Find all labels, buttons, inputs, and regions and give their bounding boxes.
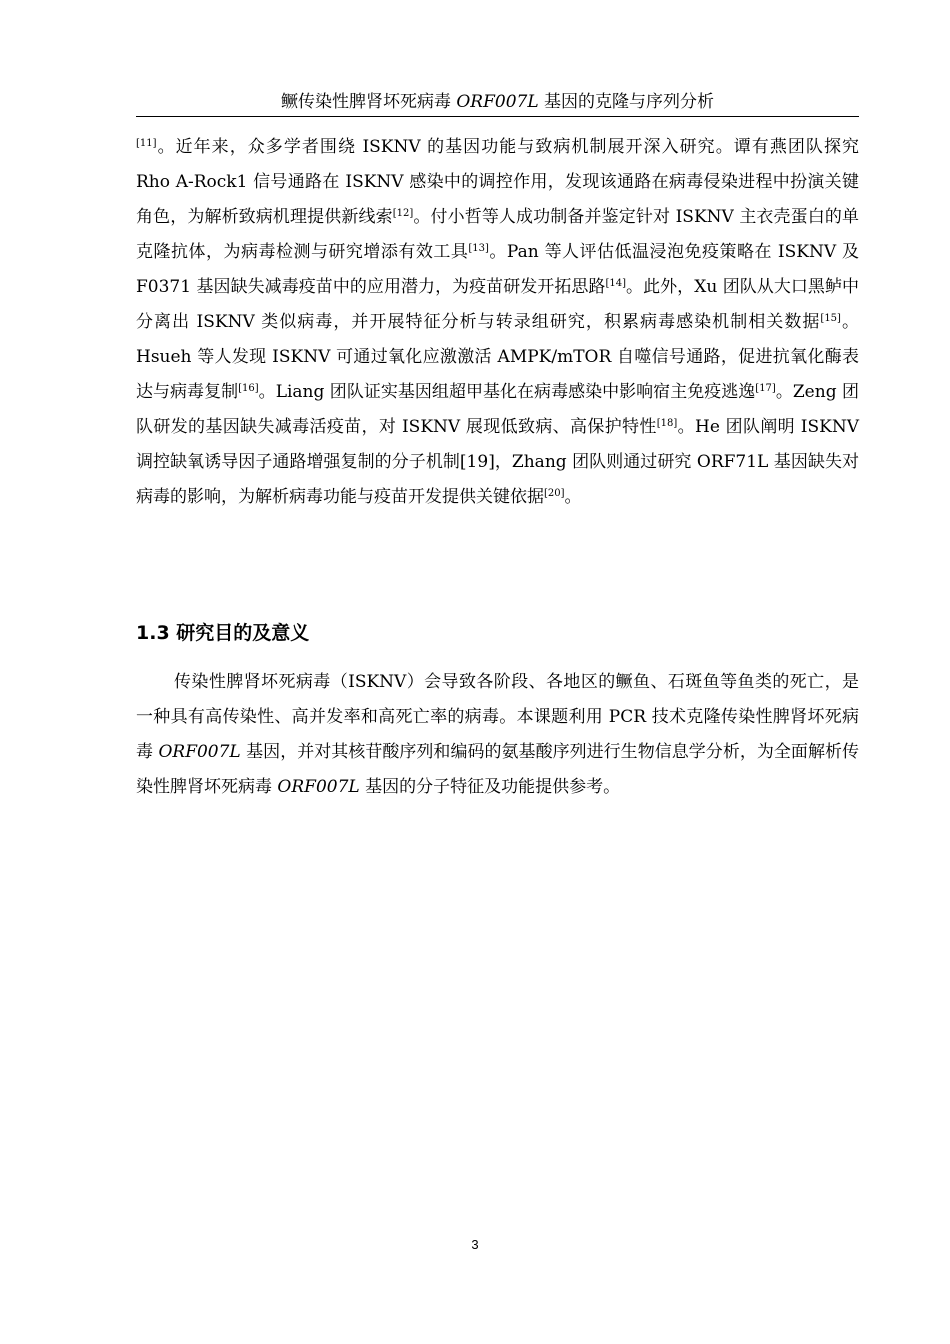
text-run: 。此外，Xu 团队从大口黑鲈中分离出 ISKNV 类似病毒，并开展特征分析与转录组研究，积累病毒感染机制相关数据 xyxy=(136,277,859,332)
text-run: 传染性脾肾坏死病毒（ISKNV）会导致各阶段、各地区的鳜鱼、石斑鱼等鱼类的死亡，是一种具有高传染性、高并发率和高死亡率的病毒。本课题利用 PCR 技术克隆传染性脾肾坏死病毒 xyxy=(136,672,859,762)
citation: [16] xyxy=(238,383,259,394)
citation: [13] xyxy=(468,243,489,254)
citation: [14] xyxy=(605,278,627,289)
page-number: 3 xyxy=(471,1237,479,1252)
body-paragraph-research-review xyxy=(136,130,859,515)
body-paragraph-purpose xyxy=(136,665,859,805)
citation: [11] xyxy=(136,138,157,149)
citation: [12] xyxy=(392,208,414,219)
text-run: 。Liang 团队证实基因组超甲基化在病毒感染中影响宿主免疫逃逸 xyxy=(258,382,756,402)
citation: [18] xyxy=(656,418,678,429)
gene-name: ORF007L xyxy=(158,742,241,762)
citation: [20] xyxy=(544,488,565,499)
header-title-suffix: 基因的克隆与序列分析 xyxy=(538,92,715,112)
section-heading: 1.3 研究目的及意义 xyxy=(136,622,310,644)
text-run: 。Zeng 团队研发的基因缺失减毒活疫苗，对 ISKNV 展现低致病、高保护特性 xyxy=(136,382,859,437)
text-run: 。付小哲等人成功制备并鉴定针对 ISKNV 主衣壳蛋白的单克隆抗体，为病毒检测与研究增添有效工具 xyxy=(136,207,860,262)
citation: [15] xyxy=(820,313,841,324)
header-divider xyxy=(136,116,859,117)
text-run: 。Hsueh 等人发现 ISKNV 可通过氧化应激激活 AMPK/mTOR 自噬信号通路，促进抗氧化酶表达与病毒复制 xyxy=(136,312,859,402)
text-run: 。 xyxy=(564,487,582,507)
header-title-prefix: 鳜传染性脾肾坏死病毒 xyxy=(280,92,457,112)
text-run: 。Pan 等人评估低温浸泡免疫策略在 ISKNV 及 F0371 基因缺失减毒疫苗中的应用潜力，为疫苗研发开拓思路 xyxy=(136,242,859,297)
gene-name: ORF007L xyxy=(277,777,360,797)
text-run: 基因的分子特征及功能提供参考。 xyxy=(359,777,621,797)
header-gene-name: ORF007L xyxy=(456,92,539,112)
citation: [17] xyxy=(755,383,776,394)
text-run: 。近年来，众多学者围绕 ISKNV 的基因功能与致病机制展开深入研究。谭有燕团队探究 Rho A-Rock1 信号通路在 ISKNV 感染中的调控作用，发现该通路在病毒侵染进程中扮演关键角色，为解析致病机理提供新线索 xyxy=(136,137,859,227)
text-run: 基因，并对其核苷酸序列和编码的氨基酸序列进行生物信息学分析，为全面解析传染性脾肾坏死病毒 xyxy=(136,742,859,797)
text-run: 。He 团队阐明 ISKNV 调控缺氧诱导因子通路增强复制的分子机制[19]，Zhang 团队则通过研究 ORF71L 基因缺失对病毒的影响，为解析病毒功能与疫苗开发提供关键依据 xyxy=(136,417,859,507)
running-header xyxy=(136,90,859,114)
